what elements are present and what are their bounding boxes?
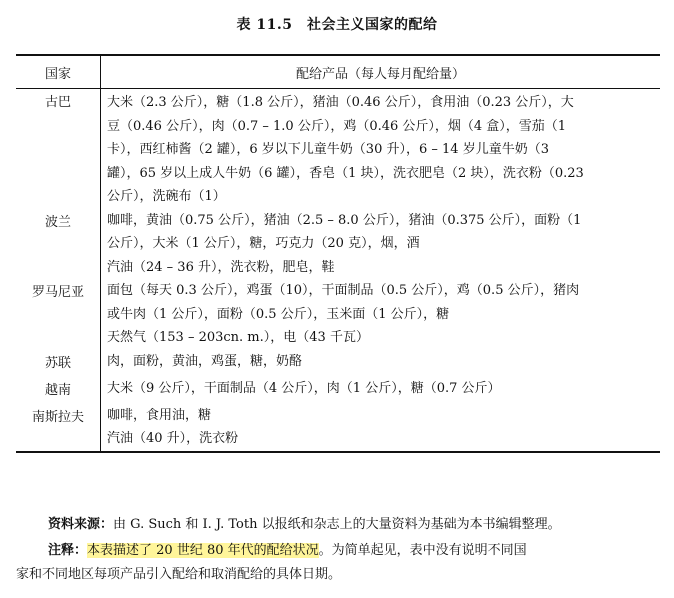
- table-row-romania: [16, 279, 660, 350]
- item-line: 肉，面粉，黄油，鸡蛋，糖，奶酪: [107, 353, 303, 369]
- source-label: 资料来源：: [48, 517, 114, 532]
- item-line: 大米（9 公斤），干面制品（4 公斤），肉（1 公斤），糖（0.7 公斤）: [107, 380, 501, 396]
- highlighted-text: 本表描述了 20 世纪 80 年代的配给状况: [87, 543, 319, 558]
- table-row-yugoslavia: [16, 404, 660, 452]
- item-line: 天然气（153 – 203cn. m.），电（43 千瓦）: [107, 330, 369, 345]
- item-line: 或牛肉（1 公斤），面粉（0.5 公斤），玉米面（1 公斤），糖: [107, 306, 450, 322]
- note-text: 。为简单起见，表中没有说明不同国: [318, 543, 527, 558]
- table-header-row: [16, 55, 660, 89]
- table-row-vietnam: [16, 377, 660, 404]
- header-country: 国家: [16, 55, 101, 89]
- items-cell: [101, 89, 661, 209]
- country-cell: 苏联: [16, 350, 101, 377]
- items-cell: [101, 377, 661, 404]
- note-label: 注释：: [48, 543, 88, 558]
- country-cell: 古巴: [16, 89, 101, 209]
- source-text: 由 G. Such 和 I. J. Toth 以报纸和杂志上的大量资料为基础为本书编辑整理。: [113, 517, 561, 532]
- item-line: 罐），65 岁以上成人牛奶（6 罐），香皂（1 块），洗衣肥皂（2 块），洗衣粉（0.23: [107, 165, 584, 181]
- items-cell: [101, 350, 661, 377]
- source-note: [48, 514, 561, 536]
- items-cell: [101, 404, 661, 452]
- items-cell: [101, 209, 661, 280]
- item-line: 咖啡，黄油（0.75 公斤），猪油（2.5 – 8.0 公斤），猪油（0.375 公斤），面粉（1: [107, 212, 582, 228]
- country-cell: 罗马尼亚: [16, 279, 101, 350]
- table-row-poland: [16, 209, 660, 280]
- country-cell: 南斯拉夫: [16, 404, 101, 452]
- item-line: 汽油（40 升），洗衣粉: [107, 431, 239, 446]
- annotation-note-continued: 家和不同地区每项产品引入配给和取消配给的具体日期。: [16, 567, 342, 582]
- country-cell: 波兰: [16, 209, 101, 280]
- item-line: 公斤），大米（1 公斤），糖，巧克力（20 克），烟，酒: [107, 236, 420, 251]
- item-line: 汽油（24 – 36 升），洗衣粉，肥皂，鞋: [107, 259, 335, 275]
- ration-table: [16, 54, 660, 453]
- annotation-note: [48, 540, 527, 562]
- item-line: 公斤），洗碗布（1）: [107, 189, 226, 204]
- table-row-cuba: [16, 89, 660, 209]
- item-line: 豆（0.46 公斤），肉（0.7 – 1.0 公斤），鸡（0.46 公斤），烟（4 盒），雪茄（1: [107, 118, 567, 134]
- header-products: 配给产品（每人每月配给量）: [101, 55, 661, 89]
- item-line: 面包（每天 0.3 公斤），鸡蛋（10），干面制品（0.5 公斤），鸡（0.5 公斤），猪肉: [107, 283, 580, 298]
- country-cell: 越南: [16, 377, 101, 404]
- item-line: 大米（2.3 公斤），糖（1.8 公斤），猪油（0.46 公斤），食用油（0.23 公斤），大: [107, 95, 574, 110]
- item-line: 咖啡，食用油，糖: [107, 407, 212, 423]
- table-title: 表 11.5 社会主义国家的配给: [236, 17, 438, 33]
- table-row-ussr: [16, 350, 660, 377]
- item-line: 卡），西红柿酱（2 罐），6 岁以下儿童牛奶（30 升），6 – 14 岁儿童牛奶（3: [107, 142, 549, 157]
- items-cell: [101, 279, 661, 350]
